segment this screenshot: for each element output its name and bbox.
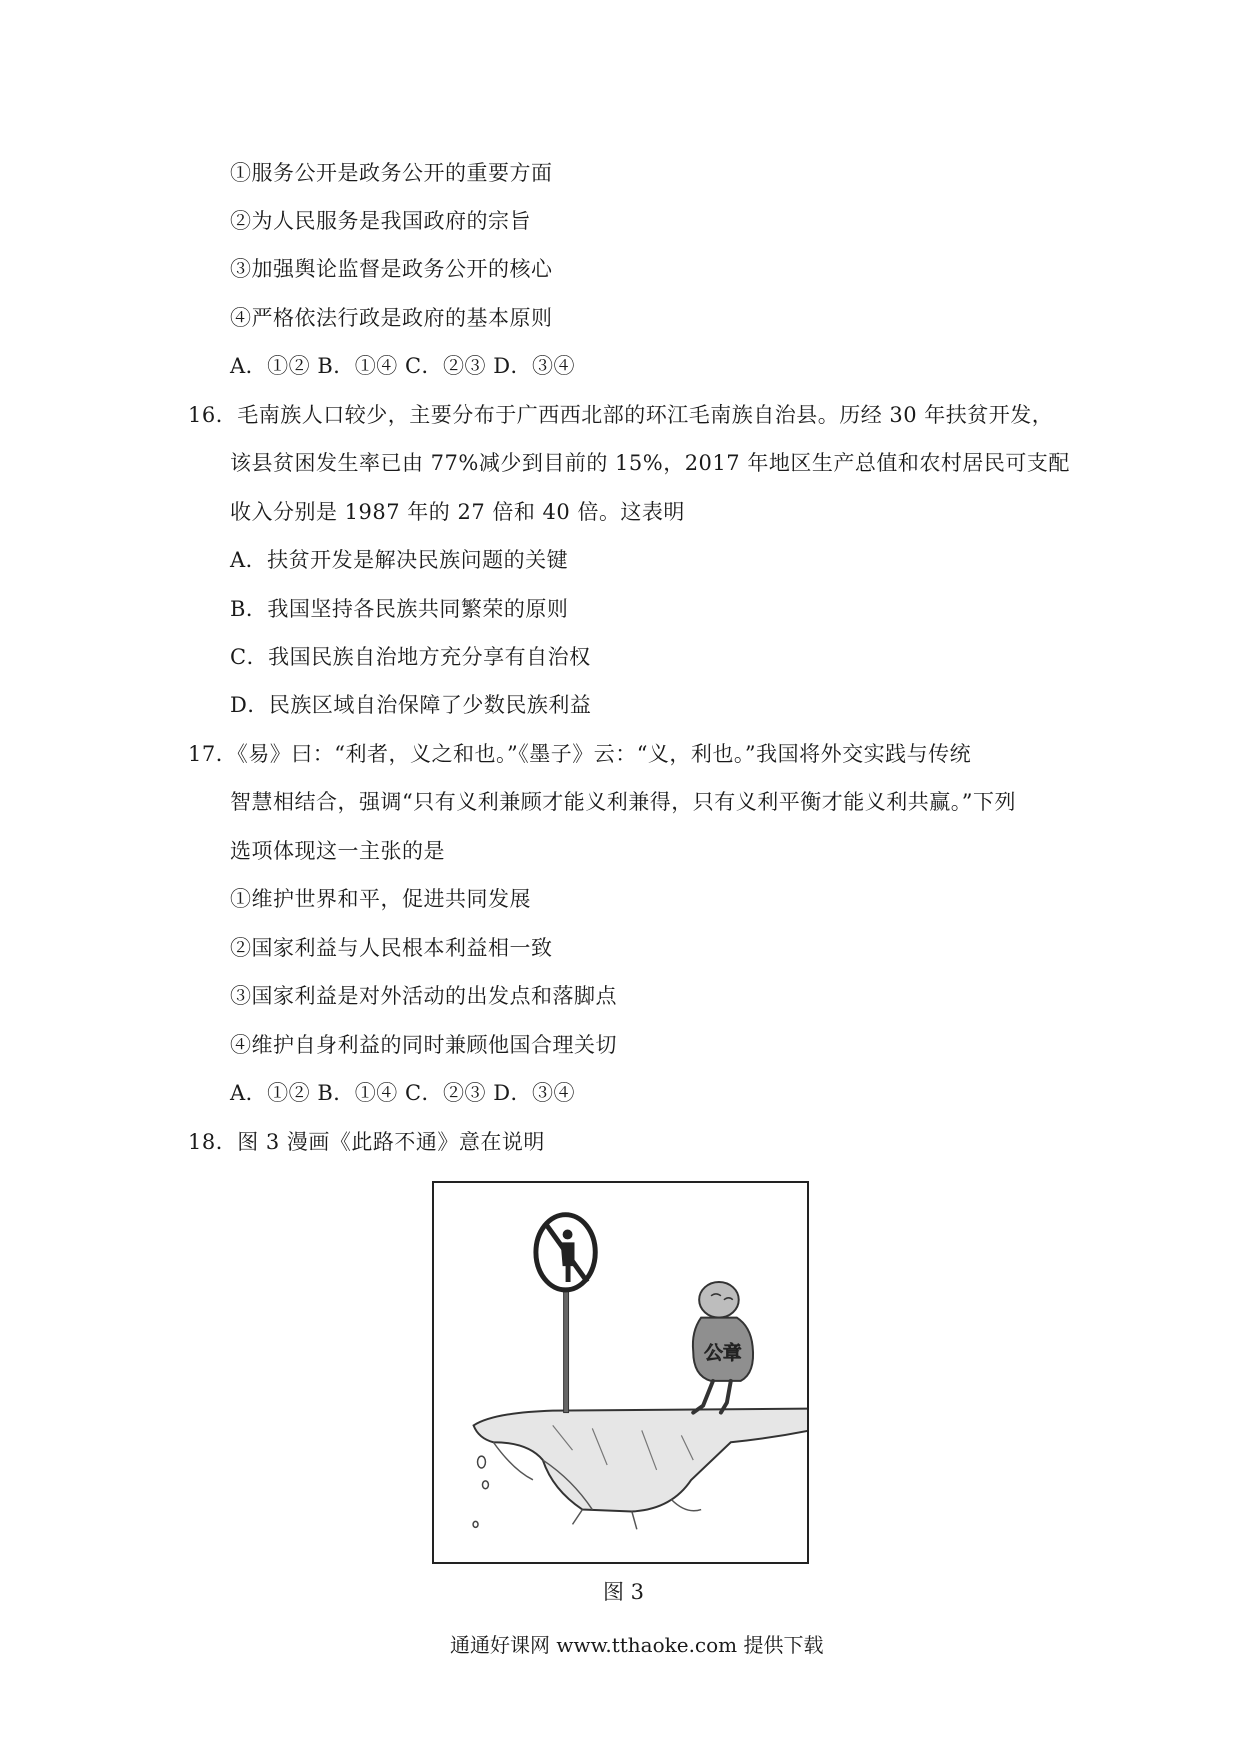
q16-stem-line-2: 该县贫困发生率已由 77%减少到目前的 15%，2017 年地区生产总值和农村居民可支配 <box>230 451 1070 475</box>
q16-stem-line-1: 16．毛南族人口较少，主要分布于广西西北部的环江毛南族自治县。历经 30 年扶贫开发， <box>188 403 1054 427</box>
q17-options: A．①② B．①④ C．②③ D．③④ <box>230 1081 576 1105</box>
q17-stem-line-1: 17．《易》曰：“利者，义之和也。”《墨子》云：“义，利也。”我国将外交实践与传统 <box>188 742 972 766</box>
q17-statement-3: ③国家利益是对外活动的出发点和落脚点 <box>230 984 617 1008</box>
q17-stem-line-3: 选项体现这一主张的是 <box>230 839 445 863</box>
q17-statement-1: ①维护世界和平，促进共同发展 <box>230 887 531 911</box>
q15-statement-4: ④严格依法行政是政府的基本原则 <box>230 306 553 330</box>
q18-stem: 18．图 3 漫画《此路不通》意在说明 <box>188 1130 545 1154</box>
cliff-illustration <box>474 1409 807 1512</box>
page-footer: 通通好课网 www.tthaoke.com 提供下载 <box>450 1633 824 1657</box>
q16-stem-line-3: 收入分别是 1987 年的 27 倍和 40 倍。这表明 <box>230 500 685 524</box>
q16-option-d: D．民族区域自治保障了少数民族利益 <box>230 693 592 717</box>
figure-caption: 图 3 <box>603 1580 645 1604</box>
seal-label: 公章 <box>704 1343 742 1365</box>
no-pedestrian-sign-icon <box>536 1215 595 1290</box>
q17-statement-4: ④维护自身利益的同时兼顾他国合理关切 <box>230 1033 617 1057</box>
q16-option-a: A．扶贫开发是解决民族问题的关键 <box>230 548 569 572</box>
q15-statement-2: ②为人民服务是我国政府的宗旨 <box>230 209 531 233</box>
q15-options: A．①② B．①④ C．②③ D．③④ <box>230 354 576 378</box>
sign-post <box>564 1282 569 1413</box>
q15-statement-3: ③加强舆论监督是政务公开的核心 <box>230 257 553 281</box>
q17-statement-2: ②国家利益与人民根本利益相一致 <box>230 936 553 960</box>
q16-option-c: C．我国民族自治地方充分享有自治权 <box>230 645 591 669</box>
cartoon-figure <box>432 1181 809 1564</box>
q15-statement-1: ①服务公开是政务公开的重要方面 <box>230 161 553 185</box>
q17-stem-line-2: 智慧相结合，强调“只有义利兼顾才能义利兼得，只有义利平衡才能义利共赢。”下列 <box>230 790 1016 814</box>
q16-option-b: B．我国坚持各民族共同繁荣的原则 <box>230 597 569 621</box>
